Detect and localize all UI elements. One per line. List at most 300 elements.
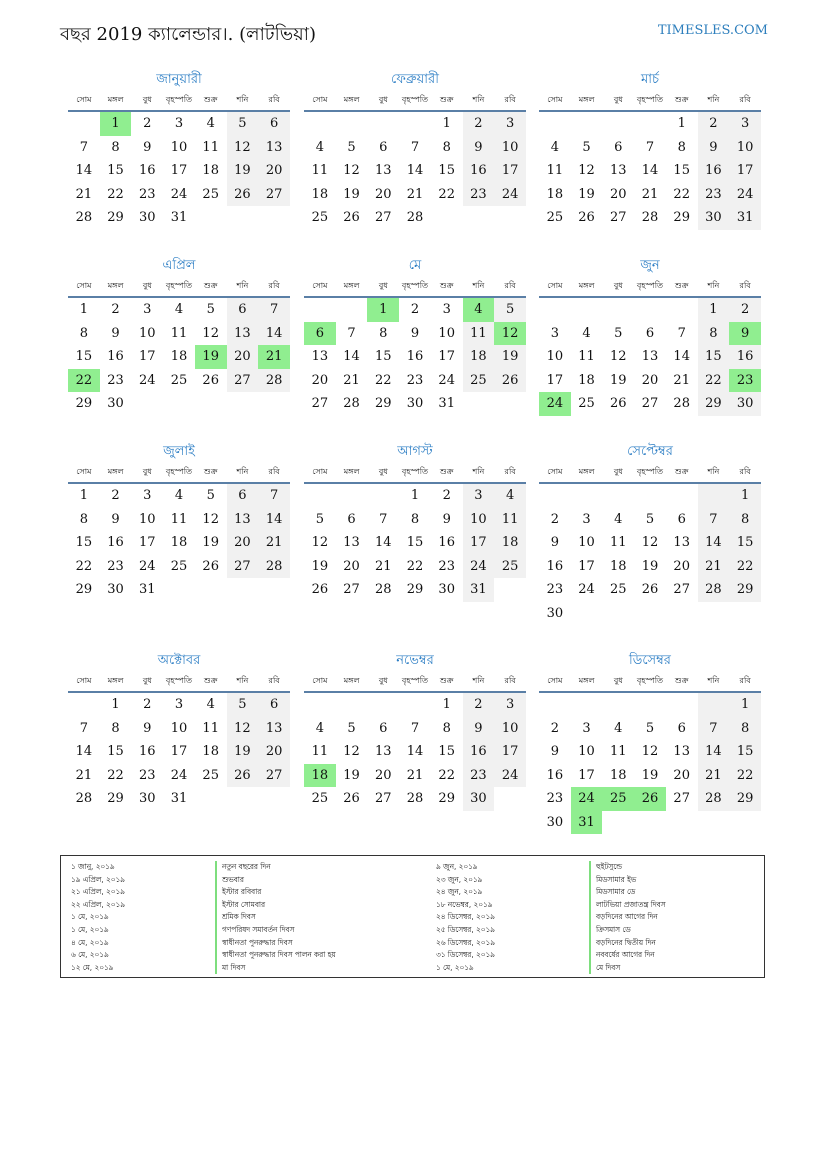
days-grid xyxy=(539,693,761,834)
day-cell: 28 xyxy=(258,555,290,579)
day-cell: 28 xyxy=(406,791,424,807)
month-calendar xyxy=(539,442,761,625)
day-cell: 27 xyxy=(258,183,290,207)
weekday-label: বৃহস্পতি xyxy=(636,675,664,685)
day-cell: 22 xyxy=(375,372,392,388)
day-cell: 26 xyxy=(227,764,259,788)
day-cell: 27 xyxy=(641,396,659,412)
day-cell: 15 xyxy=(107,163,124,179)
day-cell: 31 xyxy=(571,811,603,835)
day-cell: 18 xyxy=(578,372,595,388)
day-cell: 13 xyxy=(641,349,659,365)
day-cell: 9 xyxy=(111,511,120,527)
day-cell: 13 xyxy=(673,535,690,551)
day-cell: 4 xyxy=(550,139,559,155)
day-cell: 28 xyxy=(698,578,730,602)
empty-cell xyxy=(698,484,730,508)
day-cell: 30 xyxy=(406,396,424,412)
day-cell: 31 xyxy=(170,210,188,226)
day-cell: 7 xyxy=(79,720,88,736)
day-cell: 11 xyxy=(463,322,495,346)
weekday-label: বৃহস্পতি xyxy=(401,675,429,685)
day-cell: 24 xyxy=(139,558,156,574)
weekday-header xyxy=(68,90,290,112)
day-cell: 26 xyxy=(494,369,526,393)
month-title: ফেব্রুয়ারী xyxy=(391,72,439,87)
weekday-label: বুধ xyxy=(613,675,623,685)
empty-cell xyxy=(304,112,336,136)
day-cell: 23 xyxy=(438,558,455,574)
weekday-label: মঙ্গল xyxy=(343,280,360,290)
legend-names-right xyxy=(589,861,759,974)
day-cell: 5 xyxy=(206,488,215,504)
day-cell: 8 xyxy=(111,139,120,155)
day-cell: 13 xyxy=(610,163,627,179)
weekday-label: মঙ্গল xyxy=(343,675,360,685)
day-cell: 26 xyxy=(343,210,360,226)
day-cell: 22 xyxy=(75,558,93,574)
day-cell: 3 xyxy=(143,488,152,504)
day-cell: 2 xyxy=(410,302,420,318)
day-cell: 19 xyxy=(641,558,659,574)
day-cell: 14 xyxy=(406,744,424,760)
empty-cell xyxy=(399,693,431,717)
weekday-label: রবি xyxy=(739,466,751,476)
legend-dates-right xyxy=(436,861,586,974)
holiday-date: ১৮ নভেম্বর, ২০১৯ xyxy=(436,899,493,909)
day-cell: 11 xyxy=(578,349,595,365)
day-cell: 6 xyxy=(347,511,356,527)
month-calendar xyxy=(304,442,526,602)
day-cell: 8 xyxy=(410,511,420,527)
day-cell: 27 xyxy=(258,764,290,788)
day-cell: 1 xyxy=(410,488,420,504)
weekday-header xyxy=(304,462,526,484)
day-cell: 21 xyxy=(75,767,93,783)
holiday-name: স্বাধীনতা পুনরুদ্ধার দিবস পালন করা হয় xyxy=(215,949,425,962)
day-cell: 21 xyxy=(698,555,730,579)
day-cell: 19 xyxy=(195,345,227,369)
weekday-label: সোম xyxy=(312,675,328,685)
day-cell: 4 xyxy=(614,511,623,527)
day-cell: 15 xyxy=(438,744,455,760)
day-cell: 31 xyxy=(139,582,156,598)
day-cell: 6 xyxy=(645,325,655,341)
month-title: জুলাই xyxy=(163,444,195,459)
day-cell: 9 xyxy=(111,325,120,341)
day-cell: 18 xyxy=(202,163,219,179)
day-cell: 28 xyxy=(641,210,659,226)
month-calendar xyxy=(68,651,290,811)
empty-cell xyxy=(698,693,730,717)
empty-cell xyxy=(227,206,259,230)
day-cell: 11 xyxy=(494,508,526,532)
day-cell: 2 xyxy=(463,693,495,717)
day-cell: 25 xyxy=(578,396,595,412)
empty-cell xyxy=(494,787,526,811)
day-cell: 7 xyxy=(379,511,388,527)
day-cell: 15 xyxy=(406,535,424,551)
empty-cell xyxy=(258,392,290,416)
empty-cell xyxy=(698,602,730,626)
weekday-label: সোম xyxy=(547,675,563,685)
day-cell: 25 xyxy=(546,210,564,226)
day-cell: 13 xyxy=(311,349,329,365)
weekday-label: রবি xyxy=(268,675,280,685)
day-cell: 8 xyxy=(442,720,451,736)
day-cell: 24 xyxy=(494,764,526,788)
day-cell: 9 xyxy=(143,139,152,155)
day-cell: 4 xyxy=(463,298,495,322)
holiday-name: নতুন বছরের দিন xyxy=(215,861,425,874)
day-cell: 31 xyxy=(729,206,761,230)
empty-cell xyxy=(602,112,634,136)
empty-cell xyxy=(666,298,698,322)
weekday-header xyxy=(304,671,526,693)
day-cell: 13 xyxy=(227,508,259,532)
weekday-label: শুক্র xyxy=(439,280,454,290)
day-cell: 26 xyxy=(311,582,329,598)
day-cell: 29 xyxy=(729,787,761,811)
day-cell: 20 xyxy=(227,345,259,369)
weekday-label: শনি xyxy=(472,94,485,104)
holiday-name: ইস্টার সোমবার xyxy=(215,899,425,912)
day-cell: 10 xyxy=(494,717,526,741)
day-cell: 30 xyxy=(139,210,156,226)
holiday-name: মিডসামার ইভ xyxy=(589,874,759,887)
weekday-label: বুধ xyxy=(142,466,152,476)
empty-cell xyxy=(195,392,227,416)
day-cell: 23 xyxy=(546,582,564,598)
day-cell: 4 xyxy=(174,488,184,504)
day-cell: 24 xyxy=(539,392,571,416)
day-cell: 21 xyxy=(258,345,290,369)
day-cell: 30 xyxy=(463,787,495,811)
day-cell: 3 xyxy=(442,302,451,318)
empty-cell xyxy=(195,206,227,230)
day-cell: 24 xyxy=(578,582,595,598)
day-cell: 3 xyxy=(729,112,761,136)
day-cell: 16 xyxy=(139,744,156,760)
day-cell: 3 xyxy=(582,720,591,736)
days-grid xyxy=(304,693,526,811)
day-cell: 22 xyxy=(698,369,730,393)
holiday-name: ক্রিসমাস ডে xyxy=(589,924,759,937)
day-cell: 30 xyxy=(546,605,564,621)
day-cell: 17 xyxy=(546,372,564,388)
empty-cell xyxy=(539,112,571,136)
day-cell: 9 xyxy=(698,136,730,160)
holiday-date: ১ মে, ২০১৯ xyxy=(71,912,109,922)
day-cell: 12 xyxy=(227,717,259,741)
day-cell: 5 xyxy=(494,298,526,322)
weekday-label: শনি xyxy=(472,466,485,476)
day-cell: 19 xyxy=(610,372,627,388)
empty-cell xyxy=(729,602,761,626)
month-calendar xyxy=(539,651,761,834)
weekday-label: সোম xyxy=(76,466,92,476)
weekday-label: রবি xyxy=(268,94,280,104)
day-cell: 4 xyxy=(614,720,623,736)
day-cell: 16 xyxy=(698,159,730,183)
empty-cell xyxy=(68,112,100,136)
day-cell: 10 xyxy=(139,511,156,527)
weekday-label: শুক্র xyxy=(674,280,689,290)
empty-cell xyxy=(602,693,634,717)
day-cell: 3 xyxy=(143,302,152,318)
day-cell: 12 xyxy=(610,349,627,365)
day-cell: 19 xyxy=(227,740,259,764)
weekday-label: বুধ xyxy=(378,94,388,104)
day-cell: 31 xyxy=(170,791,188,807)
empty-cell xyxy=(431,206,463,230)
day-cell: 21 xyxy=(343,372,360,388)
day-cell: 26 xyxy=(202,558,219,574)
day-cell: 15 xyxy=(375,349,392,365)
day-cell: 5 xyxy=(347,139,356,155)
day-cell: 24 xyxy=(729,183,761,207)
day-cell: 26 xyxy=(227,183,259,207)
weekday-label: শুক্র xyxy=(439,94,454,104)
day-cell: 14 xyxy=(698,531,730,555)
weekday-label: শনি xyxy=(472,675,485,685)
empty-cell xyxy=(666,693,698,717)
day-cell: 20 xyxy=(641,372,659,388)
empty-cell xyxy=(304,693,336,717)
day-cell: 22 xyxy=(107,767,124,783)
empty-cell xyxy=(602,811,634,835)
empty-cell xyxy=(602,602,634,626)
weekday-header xyxy=(68,276,290,298)
day-cell: 16 xyxy=(107,535,124,551)
empty-cell xyxy=(68,693,100,717)
days-grid xyxy=(304,298,526,416)
day-cell: 8 xyxy=(677,139,686,155)
weekday-label: বৃহস্পতি xyxy=(401,466,429,476)
day-cell: 11 xyxy=(311,163,329,179)
month-title: এপ্রিল xyxy=(162,258,196,273)
day-cell: 30 xyxy=(546,814,564,830)
holiday-date: ২৩ জুন, ২০১৯ xyxy=(436,874,483,884)
day-cell: 13 xyxy=(227,322,259,346)
holiday-date: ৩১ ডিসেম্বর, ২০১৯ xyxy=(436,950,495,960)
day-cell: 15 xyxy=(673,163,690,179)
empty-cell xyxy=(539,484,571,508)
weekday-label: বৃহস্পতি xyxy=(165,280,193,290)
weekday-label: মঙ্গল xyxy=(107,675,124,685)
empty-cell xyxy=(539,298,571,322)
day-cell: 17 xyxy=(729,159,761,183)
holiday-date: ১৯ এপ্রিল, ২০১৯ xyxy=(71,874,125,884)
day-cell: 5 xyxy=(582,139,591,155)
day-cell: 12 xyxy=(494,322,526,346)
weekday-label: সোম xyxy=(76,675,92,685)
day-cell: 7 xyxy=(410,720,420,736)
day-cell: 3 xyxy=(494,693,526,717)
day-cell: 22 xyxy=(438,767,455,783)
day-cell: 5 xyxy=(227,112,259,136)
day-cell: 7 xyxy=(258,298,290,322)
day-cell: 2 xyxy=(729,298,761,322)
day-cell: 9 xyxy=(143,720,152,736)
day-cell: 29 xyxy=(75,396,93,412)
day-cell: 28 xyxy=(698,787,730,811)
day-cell: 30 xyxy=(698,206,730,230)
day-cell: 29 xyxy=(107,791,124,807)
weekday-label: রবি xyxy=(504,675,516,685)
day-cell: 12 xyxy=(641,535,659,551)
day-cell: 20 xyxy=(673,767,690,783)
day-cell: 27 xyxy=(343,582,360,598)
weekday-label: বুধ xyxy=(142,94,152,104)
day-cell: 17 xyxy=(463,531,495,555)
day-cell: 16 xyxy=(463,159,495,183)
weekday-label: বুধ xyxy=(378,280,388,290)
day-cell: 12 xyxy=(578,163,595,179)
weekday-label: রবি xyxy=(504,280,516,290)
month-calendar xyxy=(68,256,290,416)
day-cell: 2 xyxy=(111,488,120,504)
weekday-header xyxy=(68,462,290,484)
weekday-label: সোম xyxy=(312,94,328,104)
empty-cell xyxy=(227,392,259,416)
day-cell: 29 xyxy=(698,392,730,416)
month-calendar xyxy=(304,256,526,416)
day-cell: 22 xyxy=(673,186,690,202)
day-cell: 25 xyxy=(202,767,219,783)
day-cell: 17 xyxy=(139,349,156,365)
day-cell: 31 xyxy=(463,578,495,602)
day-cell: 20 xyxy=(227,531,259,555)
day-cell: 29 xyxy=(107,210,124,226)
empty-cell xyxy=(494,206,526,230)
holiday-name: নববর্ষের আগের দিন xyxy=(589,949,759,962)
empty-cell xyxy=(163,578,195,602)
weekday-header xyxy=(304,90,526,112)
day-cell: 10 xyxy=(729,136,761,160)
day-cell: 14 xyxy=(75,163,93,179)
day-cell: 1 xyxy=(367,298,399,322)
day-cell: 4 xyxy=(582,325,591,341)
day-cell: 24 xyxy=(438,372,455,388)
day-cell: 30 xyxy=(729,392,761,416)
day-cell: 27 xyxy=(311,396,329,412)
empty-cell xyxy=(463,206,495,230)
day-cell: 20 xyxy=(258,159,290,183)
day-cell: 27 xyxy=(673,791,690,807)
day-cell: 30 xyxy=(139,791,156,807)
day-cell: 3 xyxy=(582,511,591,527)
day-cell: 23 xyxy=(463,183,495,207)
empty-cell xyxy=(463,392,495,416)
day-cell: 23 xyxy=(546,791,564,807)
days-grid xyxy=(68,484,290,602)
day-cell: 22 xyxy=(438,186,455,202)
day-cell: 17 xyxy=(494,740,526,764)
day-cell: 6 xyxy=(227,484,259,508)
day-cell: 13 xyxy=(258,717,290,741)
day-cell: 10 xyxy=(438,325,455,341)
day-cell: 4 xyxy=(494,484,526,508)
empty-cell xyxy=(258,206,290,230)
holiday-name: বড়দিনের আগের দিন xyxy=(589,911,759,924)
day-cell: 28 xyxy=(343,396,360,412)
day-cell: 2 xyxy=(143,116,152,132)
holiday-name: মিডসামার ডে xyxy=(589,886,759,899)
day-cell: 13 xyxy=(375,163,392,179)
day-cell: 14 xyxy=(375,535,392,551)
day-cell: 10 xyxy=(546,349,564,365)
day-cell: 12 xyxy=(202,511,219,527)
day-cell: 14 xyxy=(343,349,360,365)
day-cell: 20 xyxy=(343,558,360,574)
empty-cell xyxy=(539,693,571,717)
day-cell: 24 xyxy=(571,787,603,811)
empty-cell xyxy=(602,484,634,508)
holiday-date: ২৫ ডিসেম্বর, ২০১৯ xyxy=(436,924,495,934)
weekday-label: মঙ্গল xyxy=(107,94,124,104)
day-cell: 9 xyxy=(463,136,495,160)
holiday-name: হুইটসুন্ডে xyxy=(589,861,759,874)
weekday-label: বৃহস্পতি xyxy=(636,466,664,476)
month-calendar xyxy=(539,256,761,416)
day-cell: 27 xyxy=(227,369,259,393)
day-cell: 19 xyxy=(227,159,259,183)
day-cell: 24 xyxy=(170,767,188,783)
day-cell: 25 xyxy=(311,791,329,807)
day-cell: 10 xyxy=(139,325,156,341)
day-cell: 12 xyxy=(343,163,360,179)
day-cell: 16 xyxy=(406,349,424,365)
day-cell: 2 xyxy=(463,112,495,136)
day-cell: 5 xyxy=(227,693,259,717)
day-cell: 22 xyxy=(107,186,124,202)
weekday-label: শুক্র xyxy=(203,94,218,104)
day-cell: 25 xyxy=(494,555,526,579)
days-grid xyxy=(68,112,290,230)
day-cell: 5 xyxy=(645,720,655,736)
day-cell: 11 xyxy=(610,535,627,551)
days-grid xyxy=(539,484,761,625)
day-cell: 13 xyxy=(258,136,290,160)
day-cell: 19 xyxy=(343,186,360,202)
day-cell: 29 xyxy=(375,396,392,412)
empty-cell xyxy=(494,392,526,416)
day-cell: 28 xyxy=(75,210,93,226)
empty-cell xyxy=(634,693,666,717)
empty-cell xyxy=(258,787,290,811)
site-link[interactable]: TIMESLES.COM xyxy=(657,23,768,38)
empty-cell xyxy=(304,484,336,508)
day-cell: 21 xyxy=(406,186,424,202)
day-cell: 16 xyxy=(546,558,564,574)
weekday-label: সোম xyxy=(312,280,328,290)
weekday-label: শুক্র xyxy=(674,675,689,685)
empty-cell xyxy=(634,811,666,835)
month-title: অক্টোবর xyxy=(157,653,201,668)
weekday-label: বুধ xyxy=(378,466,388,476)
month-title: নভেম্বর xyxy=(396,653,434,668)
holiday-name: ইস্টার রবিবার xyxy=(215,886,425,899)
holiday-name: গণপরিষদ সমাবর্তন দিবস xyxy=(215,924,425,937)
day-cell: 22 xyxy=(729,555,761,579)
day-cell: 24 xyxy=(463,555,495,579)
empty-cell xyxy=(571,112,603,136)
empty-cell xyxy=(227,787,259,811)
day-cell: 11 xyxy=(202,720,219,736)
day-cell: 17 xyxy=(438,349,455,365)
holiday-name: শ্রমিক দিবস xyxy=(215,911,425,924)
